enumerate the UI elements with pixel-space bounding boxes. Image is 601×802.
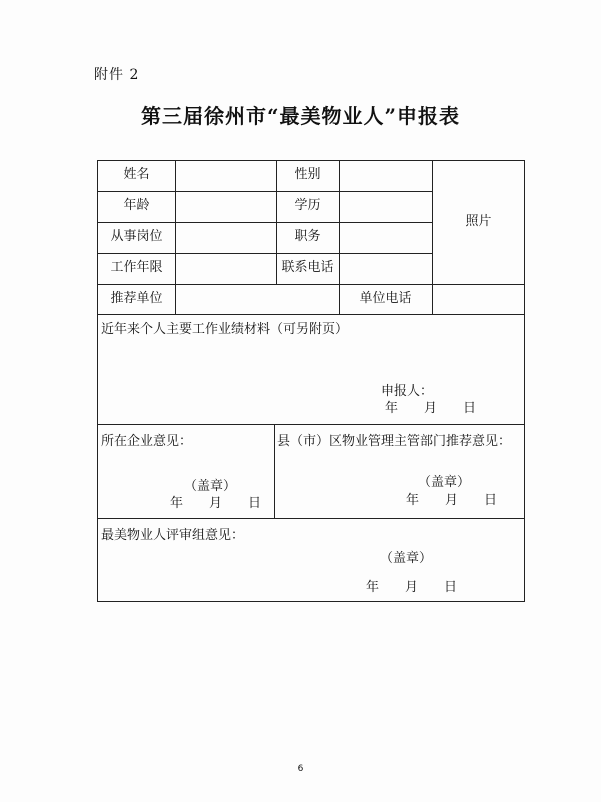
jury-date: 年 月 日 <box>366 580 458 595</box>
education-label: 学历 <box>294 198 321 213</box>
row-divider <box>98 284 524 285</box>
jury-seal: （盖章） <box>380 551 433 566</box>
position-label: 从事岗位 <box>110 229 163 244</box>
company-opinion-label: 所在企业意见： <box>101 434 193 449</box>
row-divider <box>98 314 524 315</box>
row-divider <box>98 424 524 425</box>
applicant-label: 申报人： <box>381 384 434 399</box>
company-seal: （盖章） <box>184 479 237 494</box>
row-divider <box>98 222 432 223</box>
county-opinion-label: 县（市）区物业管理主管部门推荐意见： <box>277 434 512 449</box>
col-divider <box>274 424 275 518</box>
years-label: 工作年限 <box>110 260 163 275</box>
photo-label: 照片 <box>465 214 492 229</box>
name-label: 姓名 <box>123 167 150 182</box>
unit-label: 推荐单位 <box>110 291 163 306</box>
gender-label: 性别 <box>294 167 321 182</box>
row-divider <box>98 253 432 254</box>
page-number: 6 <box>297 764 304 774</box>
row-divider <box>98 518 524 519</box>
contact-label: 联系电话 <box>281 260 334 275</box>
county-seal: （盖章） <box>418 475 471 490</box>
title-label: 职务 <box>294 229 321 244</box>
application-form-table <box>97 160 525 602</box>
jury-opinion-label: 最美物业人评审组意见： <box>101 528 245 543</box>
unit-phone-label: 单位电话 <box>359 291 412 306</box>
county-date: 年 月 日 <box>406 493 498 508</box>
attachment-label: 附件 2 <box>94 67 140 83</box>
performance-label: 近年来个人主要工作业绩材料（可另附页） <box>101 322 349 337</box>
col-divider <box>175 161 176 314</box>
age-label: 年龄 <box>123 198 150 213</box>
page-title: 第三届徐州市“最美物业人”申报表 <box>140 104 460 128</box>
row-divider <box>98 191 432 192</box>
col-divider <box>432 161 433 314</box>
applicant-date: 年 月 日 <box>385 401 477 416</box>
company-date: 年 月 日 <box>170 496 262 511</box>
